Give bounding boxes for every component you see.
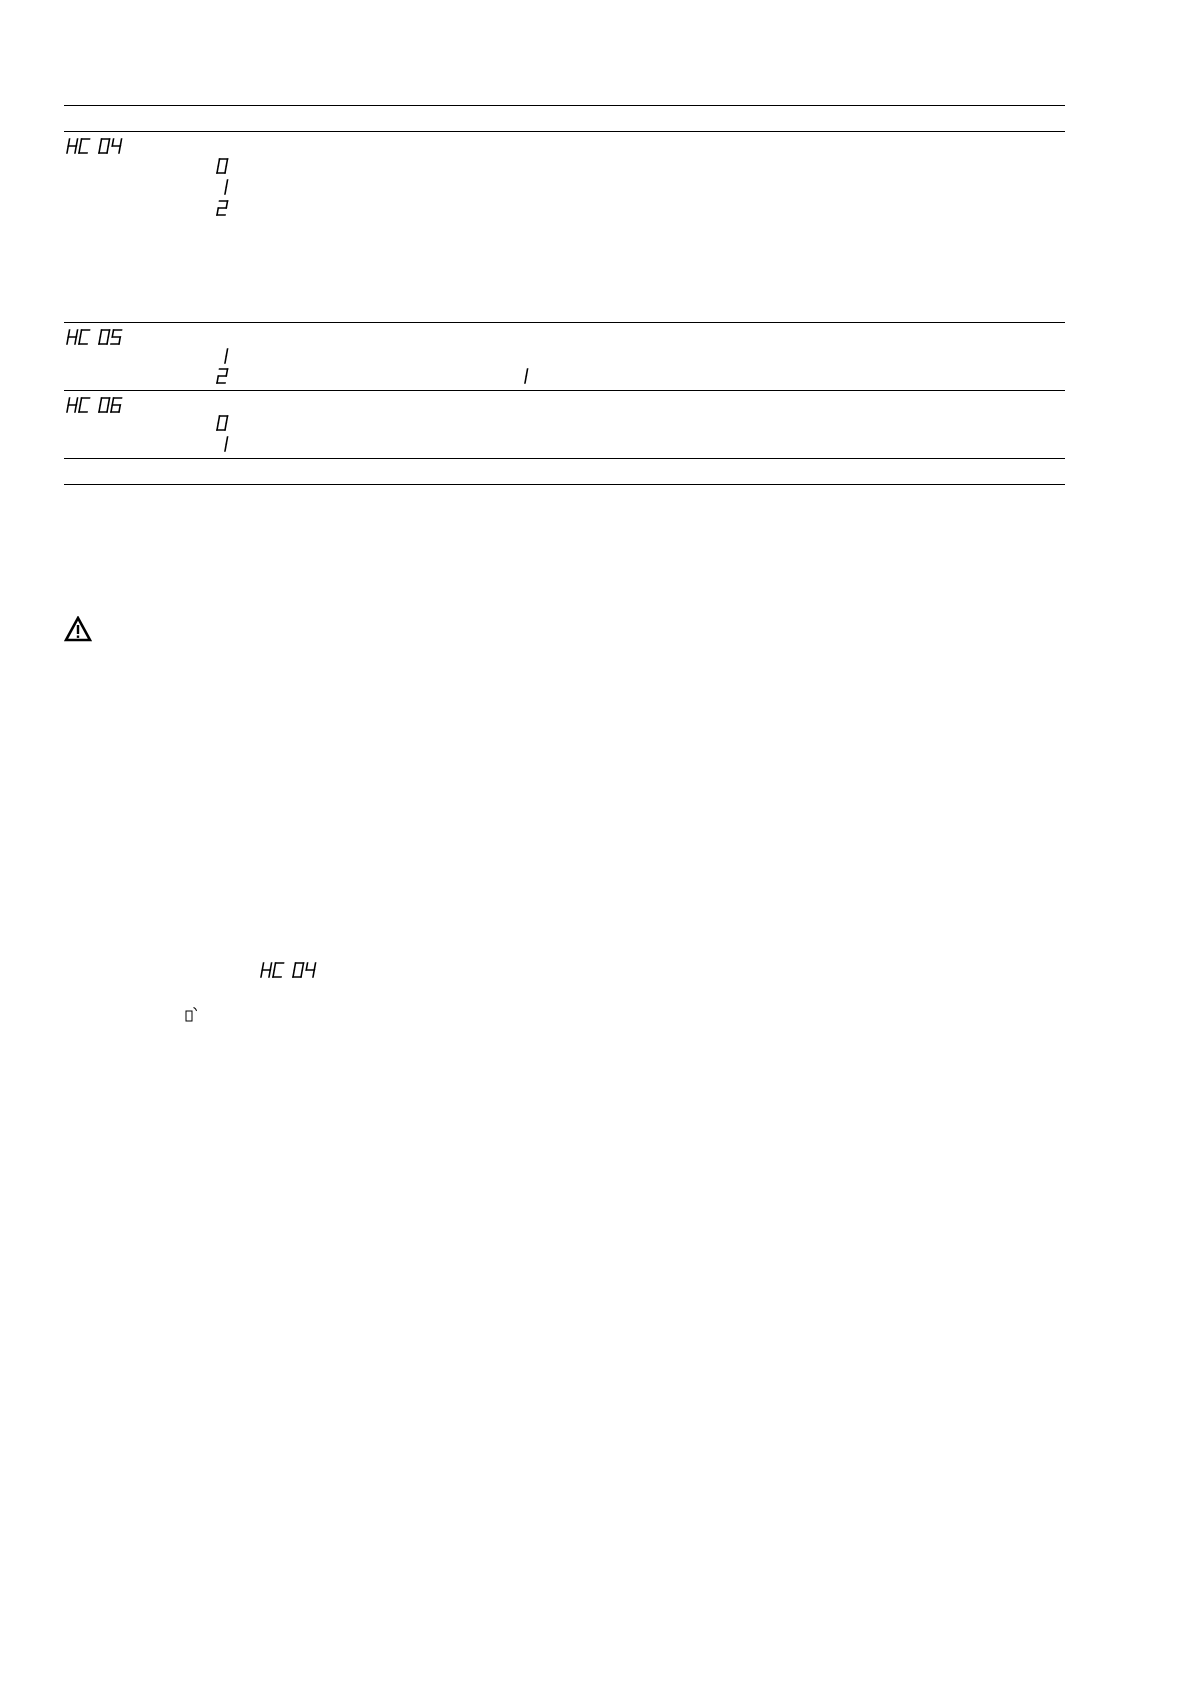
option-value	[214, 157, 228, 175]
table-rule-row-2	[64, 390, 1065, 391]
table-rule-bottom	[64, 484, 1065, 485]
inline-option-value	[514, 367, 528, 385]
warning-triangle-icon	[64, 616, 92, 642]
table-rule-row-1	[64, 322, 1065, 323]
table-rule-header	[64, 131, 1065, 132]
option-value	[214, 178, 228, 196]
option-value	[214, 435, 228, 453]
option-value	[214, 199, 228, 217]
remote-device-icon	[184, 1005, 202, 1023]
setting-code-hc04	[64, 137, 118, 155]
option-value	[214, 367, 228, 385]
inline-setting-code	[258, 961, 312, 979]
setting-code-hc05	[64, 328, 118, 346]
table-rule-row-3	[64, 458, 1065, 459]
option-value	[214, 414, 228, 432]
table-rule-top	[64, 105, 1065, 106]
option-value	[214, 347, 228, 365]
setting-code-hc06	[64, 396, 118, 414]
